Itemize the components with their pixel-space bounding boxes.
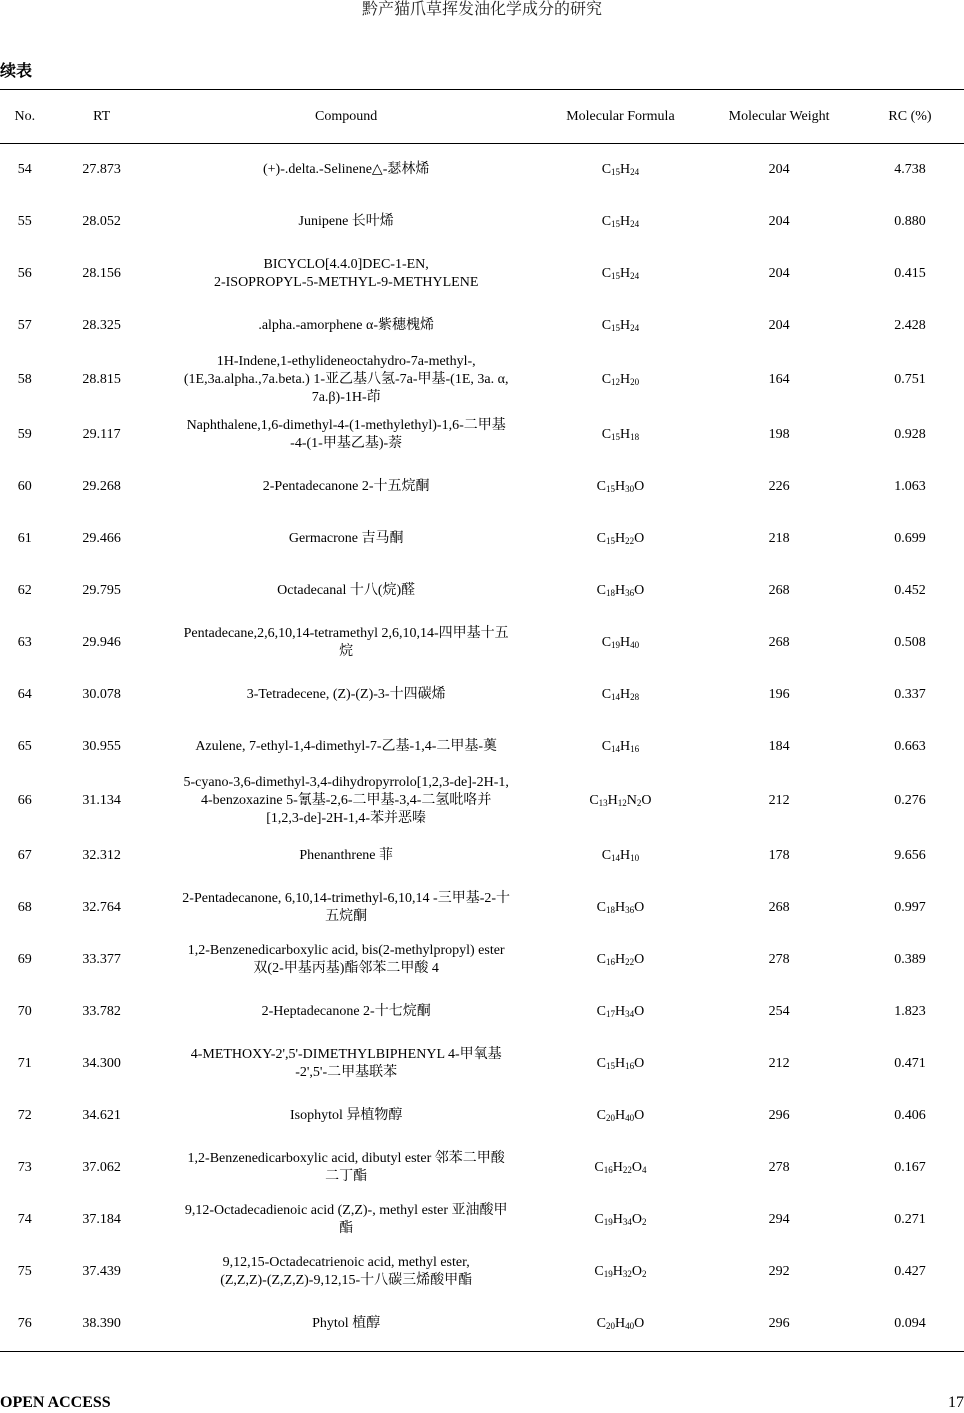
molecular-weight: 296 <box>768 1107 790 1123</box>
retention-time: 37.062 <box>82 1159 121 1175</box>
row-number: 71 <box>17 1055 32 1071</box>
retention-time: 38.390 <box>82 1316 121 1332</box>
compound-name-line: 2-ISOPROPYL-5-METHYL-9-METHYLENE <box>213 274 479 290</box>
compound-name <box>154 1298 539 1352</box>
running-header: 黔产猫爪草挥发油化学成分的研究 <box>361 1 602 18</box>
molecular-formula: $C_{15}H_{16}O$ <box>596 1055 645 1071</box>
table-row <box>0 1194 964 1246</box>
relative-content: 0.167 <box>894 1159 926 1175</box>
column-header-molecular-weight: Molecular Weight <box>728 108 830 124</box>
compound-name <box>154 409 539 461</box>
molecular-formula: $C_{13}H_{12}N_2O$ <box>589 793 652 808</box>
row-number: 68 <box>17 899 32 915</box>
retention-time: 29.466 <box>82 530 121 546</box>
compound-name <box>154 1246 539 1298</box>
compound-name <box>154 461 539 513</box>
column-header-relative-content: RC (%) <box>888 108 932 124</box>
row-number: 63 <box>17 634 32 650</box>
molecular-formula: $C_{15}H_{24}$ <box>601 161 640 177</box>
molecular-formula: $C_{20}H_{40}O$ <box>596 1107 645 1123</box>
table-row <box>0 882 964 934</box>
compound-name <box>154 248 539 300</box>
molecular-formula: $C_{20}H_{40}O$ <box>596 1316 645 1332</box>
table-row <box>0 300 964 352</box>
retention-time: 29.117 <box>82 426 121 442</box>
compound-name <box>154 882 539 934</box>
compound-name-line: 五烷酮 <box>325 908 368 924</box>
relative-content: 0.415 <box>894 265 926 281</box>
relative-content: 0.471 <box>894 1055 926 1071</box>
table-row <box>0 1038 964 1090</box>
compound-name-line: Octadecanal 十八(烷)醛 <box>277 582 416 598</box>
row-number: 54 <box>17 161 32 177</box>
compound-name <box>154 1142 539 1194</box>
molecular-formula: $C_{17}H_{34}O$ <box>596 1003 645 1019</box>
molecular-weight: 184 <box>768 738 790 754</box>
table-row <box>0 617 964 669</box>
retention-time: 29.946 <box>82 634 121 650</box>
relative-content: 0.271 <box>894 1211 926 1227</box>
row-number: 65 <box>17 738 32 754</box>
compound-name <box>154 144 539 196</box>
molecular-weight: 268 <box>768 899 790 915</box>
compound-name <box>154 934 539 986</box>
molecular-formula: $C_{15}H_{22}O$ <box>596 530 645 546</box>
compound-name-line: 酯 <box>339 1220 354 1236</box>
compound-name <box>154 513 539 565</box>
compound-name <box>154 1038 539 1090</box>
molecular-weight: 212 <box>768 1055 790 1071</box>
retention-time: 34.621 <box>82 1107 121 1123</box>
compound-name-line: [1,2,3-de]-2H-1,4-苯并恶嗪 <box>266 811 427 826</box>
compound-name-line: Isophytol 异植物醇 <box>289 1107 403 1123</box>
compound-name-line: 烷 <box>339 643 354 659</box>
compound-table <box>0 89 964 1352</box>
molecular-formula: $C_{14}H_{10}$ <box>601 847 640 863</box>
compound-name-line: 1,2-Benzenedicarboxylic acid, dibutyl ester 邻苯二甲酸 <box>187 1150 505 1166</box>
table-row <box>0 721 964 773</box>
compound-name-line: Germacrone 吉马酮 <box>288 530 404 546</box>
molecular-formula: $C_{18}H_{36}O$ <box>596 582 645 598</box>
molecular-weight: 196 <box>768 686 790 702</box>
relative-content: 0.663 <box>894 738 926 754</box>
table-caption: 续表 <box>0 61 33 80</box>
column-header-molecular-formula: Molecular Formula <box>566 108 675 124</box>
row-number: 60 <box>17 478 32 494</box>
retention-time: 30.078 <box>82 686 121 702</box>
relative-content: 0.997 <box>894 899 926 915</box>
column-header-compound: Compound <box>315 108 378 124</box>
retention-time: 29.795 <box>82 582 121 598</box>
retention-time: 28.815 <box>82 372 121 387</box>
relative-content: 1.063 <box>894 478 926 494</box>
molecular-formula: $C_{14}H_{28}$ <box>601 686 640 702</box>
compound-name-line: Phytol 植醇 <box>312 1316 381 1332</box>
page-number: 17 <box>948 1394 964 1411</box>
compound-name-line: .alpha.-amorphene α-紫穗槐烯 <box>258 317 434 333</box>
molecular-weight: 178 <box>768 847 790 863</box>
row-number: 57 <box>17 317 32 333</box>
table-row <box>0 986 964 1038</box>
relative-content: 4.738 <box>894 161 926 177</box>
table-body <box>0 144 964 1352</box>
molecular-formula: $C_{19}H_{34}O_2$ <box>594 1211 647 1227</box>
retention-time: 28.325 <box>82 317 121 333</box>
relative-content: 0.928 <box>894 426 926 442</box>
retention-time: 37.439 <box>82 1263 121 1279</box>
molecular-weight: 212 <box>768 793 790 808</box>
row-number: 66 <box>17 793 32 808</box>
column-header-rt: RT <box>93 108 111 124</box>
compound-name-line: 4-METHOXY-2',5'-DIMETHYLBIPHENYL 4-甲氧基 <box>190 1046 502 1062</box>
compound-name-line: -4-(1-甲基乙基)-萘 <box>290 435 403 451</box>
compound-name-line: 双(2-甲基丙基)酯邻苯二甲酸 4 <box>253 960 439 976</box>
table-row <box>0 773 964 830</box>
compound-name <box>154 1090 539 1142</box>
compound-name-line: 9,12,15-Octadecatrienoic acid, methyl ester, <box>222 1254 470 1270</box>
compound-name <box>154 300 539 352</box>
molecular-weight: 164 <box>768 372 790 387</box>
compound-name <box>154 565 539 617</box>
table-row <box>0 352 964 409</box>
molecular-formula: $C_{15}H_{18}$ <box>601 426 640 442</box>
compound-name-line: 2-Pentadecanone 2-十五烷酮 <box>262 478 430 494</box>
row-number: 67 <box>17 847 32 863</box>
molecular-weight: 278 <box>768 951 790 967</box>
compound-name-line: -2',5'-二甲基联苯 <box>295 1064 398 1080</box>
compound-name-line: Junipene 长叶烯 <box>298 213 394 229</box>
table-header <box>0 90 964 144</box>
molecular-formula: $C_{15}H_{24}$ <box>601 317 640 333</box>
molecular-formula: $C_{15}H_{30}O$ <box>596 478 645 494</box>
table-row <box>0 1298 964 1352</box>
retention-time: 30.955 <box>82 738 121 754</box>
molecular-weight: 294 <box>768 1211 790 1227</box>
molecular-formula: $C_{12}H_{20}$ <box>601 372 640 387</box>
relative-content: 0.699 <box>894 530 926 546</box>
table-row <box>0 248 964 300</box>
retention-time: 32.764 <box>82 899 121 915</box>
compound-name <box>154 196 539 248</box>
relative-content: 2.428 <box>894 317 926 333</box>
row-number: 64 <box>17 686 32 702</box>
molecular-weight: 254 <box>768 1003 790 1019</box>
compound-name-line: Phenanthrene 菲 <box>299 847 394 863</box>
table-row <box>0 1142 964 1194</box>
molecular-weight: 292 <box>768 1263 790 1279</box>
compound-name <box>154 721 539 773</box>
molecular-weight: 204 <box>768 265 790 281</box>
retention-time: 33.782 <box>82 1003 121 1019</box>
retention-time: 28.052 <box>82 213 121 229</box>
compound-name-line: 4-benzoxazine 5-氰基-2,6-二甲基-3,4-二氢吡咯并 <box>200 793 492 808</box>
table-row <box>0 934 964 986</box>
molecular-formula: $C_{16}H_{22}O$ <box>596 951 645 967</box>
compound-name <box>154 830 539 882</box>
compound-name-line: (1E,3a.alpha.,7a.beta.) 1-亚乙基八氢-7a-甲基-(1E, 3a. α, <box>183 372 509 387</box>
molecular-formula: $C_{14}H_{16}$ <box>601 738 640 754</box>
table-row <box>0 830 964 882</box>
relative-content: 0.751 <box>894 372 926 387</box>
compound-name <box>154 986 539 1038</box>
retention-time: 31.134 <box>82 793 121 808</box>
molecular-formula: $C_{15}H_{24}$ <box>601 213 640 229</box>
compound-name-line: Azulene, 7-ethyl-1,4-dimethyl-7-乙基-1,4-二甲基-薁 <box>195 738 498 754</box>
molecular-weight: 268 <box>768 582 790 598</box>
compound-name-line: 1,2-Benzenedicarboxylic acid, bis(2-methylpropyl) ester <box>187 942 505 958</box>
table-row <box>0 1090 964 1142</box>
molecular-weight: 278 <box>768 1159 790 1175</box>
journal-footer: OPEN ACCESS <box>0 1394 111 1411</box>
row-number: 70 <box>17 1003 32 1019</box>
compound-name-line: (+)-.delta.-Selinene△-瑟林烯 <box>262 161 430 177</box>
compound-name-line: 2-Heptadecanone 2-十七烷酮 <box>261 1003 431 1019</box>
retention-time: 28.156 <box>82 265 121 281</box>
compound-name-line: 3-Tetradecene, (Z)-(Z)-3-十四碳烯 <box>246 686 446 702</box>
column-header-no: No. <box>14 108 36 124</box>
relative-content: 0.094 <box>894 1316 926 1332</box>
compound-name-line: 9,12-Octadecadienoic acid (Z,Z)-, methyl ester 亚油酸甲 <box>184 1202 508 1218</box>
relative-content: 0.276 <box>894 793 926 808</box>
relative-content: 0.880 <box>894 213 926 229</box>
table-row <box>0 669 964 721</box>
compound-name <box>154 669 539 721</box>
table-row <box>0 196 964 248</box>
relative-content: 0.406 <box>894 1107 926 1123</box>
molecular-weight: 204 <box>768 213 790 229</box>
retention-time: 34.300 <box>82 1055 121 1071</box>
relative-content: 0.508 <box>894 634 926 650</box>
molecular-weight: 226 <box>768 478 790 494</box>
compound-name-line: BICYCLO[4.4.0]DEC-1-EN, <box>263 256 429 272</box>
molecular-formula: $C_{16}H_{22}O_4$ <box>594 1159 647 1175</box>
table-row <box>0 1246 964 1298</box>
retention-time: 37.184 <box>82 1211 121 1227</box>
relative-content: 0.427 <box>894 1263 926 1279</box>
row-number: 56 <box>17 265 32 281</box>
compound-name-line: 5-cyano-3,6-dimethyl-3,4-dihydropyrrolo[1,2,3-de]-2H-1, <box>183 775 509 790</box>
retention-time: 32.312 <box>82 847 121 863</box>
molecular-formula: $C_{19}H_{40}$ <box>601 634 640 650</box>
molecular-weight: 198 <box>768 426 790 442</box>
molecular-formula: $C_{15}H_{24}$ <box>601 265 640 281</box>
retention-time: 33.377 <box>82 951 121 967</box>
row-number: 75 <box>17 1263 32 1279</box>
row-number: 59 <box>17 426 32 442</box>
table-row <box>0 461 964 513</box>
row-number: 76 <box>17 1316 32 1332</box>
row-number: 69 <box>17 951 32 967</box>
molecular-formula: $C_{19}H_{32}O_2$ <box>594 1263 647 1279</box>
molecular-weight: 218 <box>768 530 790 546</box>
compound-name <box>154 617 539 669</box>
row-number: 61 <box>17 530 32 546</box>
table-row <box>0 565 964 617</box>
compound-name-line: Naphthalene,1,6-dimethyl-4-(1-methylethyl)-1,6-二甲基 <box>186 417 506 433</box>
row-number: 58 <box>17 372 32 387</box>
compound-name-line: 2-Pentadecanone, 6,10,14-trimethyl-6,10,14 -三甲基-2-十 <box>182 890 511 906</box>
compound-name-line: 1H-Indene,1-ethylideneoctahydro-7a-methyl-, <box>216 354 476 369</box>
compound-name-line: 二丁酯 <box>325 1168 368 1184</box>
row-number: 62 <box>17 582 32 598</box>
table-row <box>0 513 964 565</box>
compound-name <box>154 1194 539 1246</box>
row-number: 74 <box>17 1211 32 1227</box>
row-number: 55 <box>17 213 32 229</box>
relative-content: 0.452 <box>894 582 926 598</box>
retention-time: 27.873 <box>82 161 121 177</box>
relative-content: 9.656 <box>894 847 926 863</box>
relative-content: 0.337 <box>894 686 926 702</box>
table-row <box>0 144 964 196</box>
molecular-weight: 204 <box>768 317 790 333</box>
compound-name-line: Pentadecane,2,6,10,14-tetramethyl 2,6,10,14-四甲基十五 <box>183 625 509 641</box>
retention-time: 29.268 <box>82 478 121 494</box>
relative-content: 0.389 <box>894 951 926 967</box>
table-row <box>0 409 964 461</box>
compound-name-line: (Z,Z,Z)-(Z,Z,Z)-9,12,15-十八碳三烯酸甲酯 <box>220 1272 473 1288</box>
row-number: 72 <box>17 1107 32 1123</box>
molecular-formula: $C_{18}H_{36}O$ <box>596 899 645 915</box>
molecular-weight: 268 <box>768 634 790 650</box>
row-number: 73 <box>17 1159 32 1175</box>
compound-name-line: 7a.β)-1H-茚 <box>311 390 381 405</box>
relative-content: 1.823 <box>894 1003 926 1019</box>
compound-name <box>154 352 539 409</box>
molecular-weight: 204 <box>768 161 790 177</box>
molecular-weight: 296 <box>768 1316 790 1332</box>
compound-name <box>154 773 539 830</box>
